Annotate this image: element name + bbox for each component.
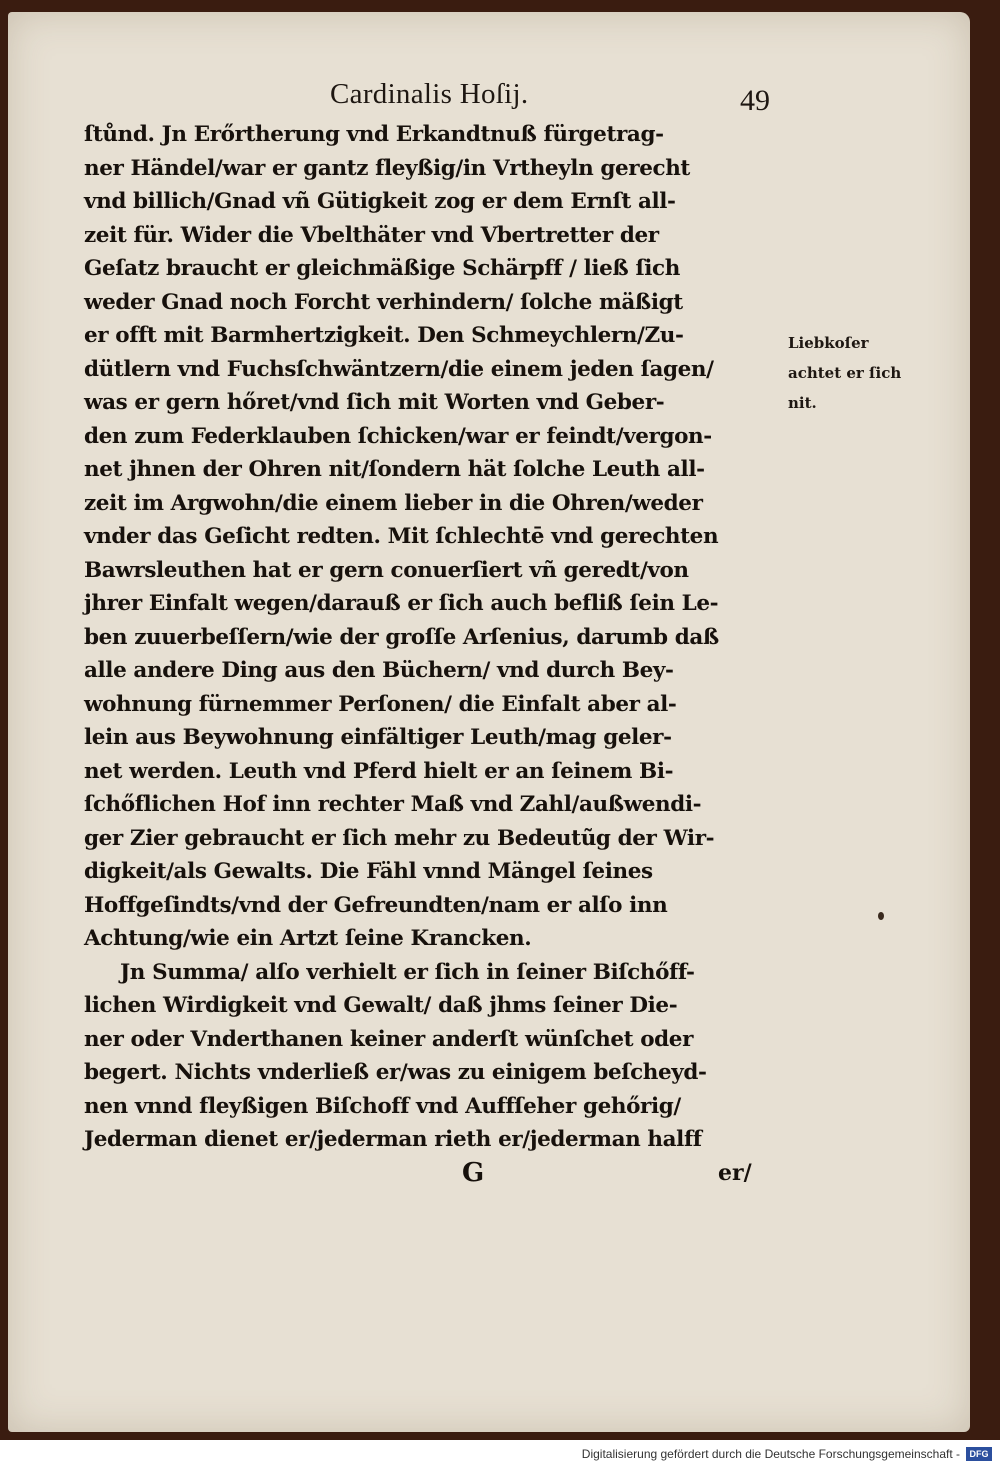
text-line: Jn Summa/ alſo verhielt er ſich in ſeiner Biſchőff- xyxy=(120,959,695,985)
text-line: Geſatz braucht er gleichmäßige Schärpff / ließ ſich xyxy=(84,256,680,281)
catchword: er/ xyxy=(718,1160,752,1186)
text-line: vnd billich/Gnad vñ Gütigkeit zog er dem Ernſt all- xyxy=(84,189,676,214)
text-line: alle andere Ding aus den Büchern/ vnd durch Bey- xyxy=(84,658,674,683)
text-line: ſtůnd. Jn Erőrtherung vnd Erkandtnuß fürgetrag- xyxy=(84,122,664,147)
text-line: zeit im Argwohn/die einem lieber in die Ohren/weder xyxy=(84,490,703,516)
text-line: net jhnen der Ohren nit/ſondern hät ſolche Leuth all- xyxy=(84,457,705,482)
text-line: ſchőflichen Hof inn rechter Maß vnd Zahl/außwendi- xyxy=(84,792,702,817)
marginal-note-line: Liebkoſer xyxy=(788,334,869,352)
dfg-logo: DFG xyxy=(966,1447,992,1461)
text-line: jhrer Einfalt wegen/darauß er ſich auch befliß ſein Le- xyxy=(84,591,719,616)
text-line: digkeit/als Gewalts. Die Fähl vnnd Mängel ſeines xyxy=(84,859,653,884)
text-line: Hoffgeſindts/vnd der Gefreundten/nam er alſo inn xyxy=(84,892,668,918)
text-line: begert. Nichts vnderließ er/was zu einigem beſcheyd- xyxy=(84,1060,707,1085)
text-line: weder Gnad noch Forcht verhindern/ ſolche mäßigt xyxy=(84,289,683,315)
text-line: net werden. Leuth vnd Pferd hielt er an ſeinem Bi- xyxy=(84,758,674,784)
ink-speck xyxy=(878,912,884,920)
text-line: nen vnnd fleyßigen Biſchoff vnd Auffſeher gehőrig/ xyxy=(84,1093,681,1119)
marginal-note-line: nit. xyxy=(788,394,817,412)
text-line: was er gern hőret/vnd ſich mit Worten vnd Geber- xyxy=(84,390,665,415)
text-line: er offt mit Barmhertzigkeit. Den Schmeychlern/Zu- xyxy=(84,323,684,348)
text-line: ger Zier gebraucht er ſich mehr zu Bedeutũg der Wir- xyxy=(84,825,715,851)
text-line: vnder das Geſicht redten. Mit ſchlechtē vnd gerechten xyxy=(84,524,719,549)
text-line: den zum Federklauben ſchicken/war er feindt/vergon- xyxy=(84,423,712,449)
footer-bar xyxy=(0,1440,1000,1469)
text-line: zeit für. Wider die Vbelthäter vnd Vbertretter der xyxy=(84,222,659,248)
body-text xyxy=(84,118,784,1157)
text-line: ner Händel/war er gantz fleyßig/in Vrtheyln gerecht xyxy=(84,155,690,181)
text-line: dütlern vnd Fuchsſchwäntzern/die einem jeden ſagen/ xyxy=(84,356,714,382)
running-header: Cardinalis Hoſij. xyxy=(330,78,529,110)
text-line: lichen Wirdigkeit vnd Gewalt/ daß jhms ſeiner Die- xyxy=(84,993,678,1018)
text-line: ben zuuerbeſſern/wie der groſſe Arſenius, darumb daß xyxy=(84,624,719,650)
text-line: Bawrsleuthen hat er gern conuerſiert vñ geredt/von xyxy=(84,557,689,583)
text-line: Jederman dienet er/jederman rieth er/jederman halff xyxy=(84,1127,702,1152)
text-line: ner oder Vnderthanen keiner anderſt wünſchet oder xyxy=(84,1026,694,1052)
marginal-note-line: achtet er ſich xyxy=(788,364,902,382)
page-number: 49 xyxy=(740,84,770,117)
signature-mark: G xyxy=(462,1158,485,1188)
marginal-note xyxy=(788,328,901,418)
text-line: wohnung fürnemmer Perſonen/ die Einfalt aber al- xyxy=(84,691,677,717)
footer-credit: Digitalisierung gefördert durch die Deutsche Forschungsgemeinschaft - xyxy=(581,1447,960,1461)
text-line: Achtung/wie ein Artzt ſeine Krancken. xyxy=(84,926,532,951)
text-line: lein aus Beywohnung einfältiger Leuth/mag geler- xyxy=(84,725,672,750)
